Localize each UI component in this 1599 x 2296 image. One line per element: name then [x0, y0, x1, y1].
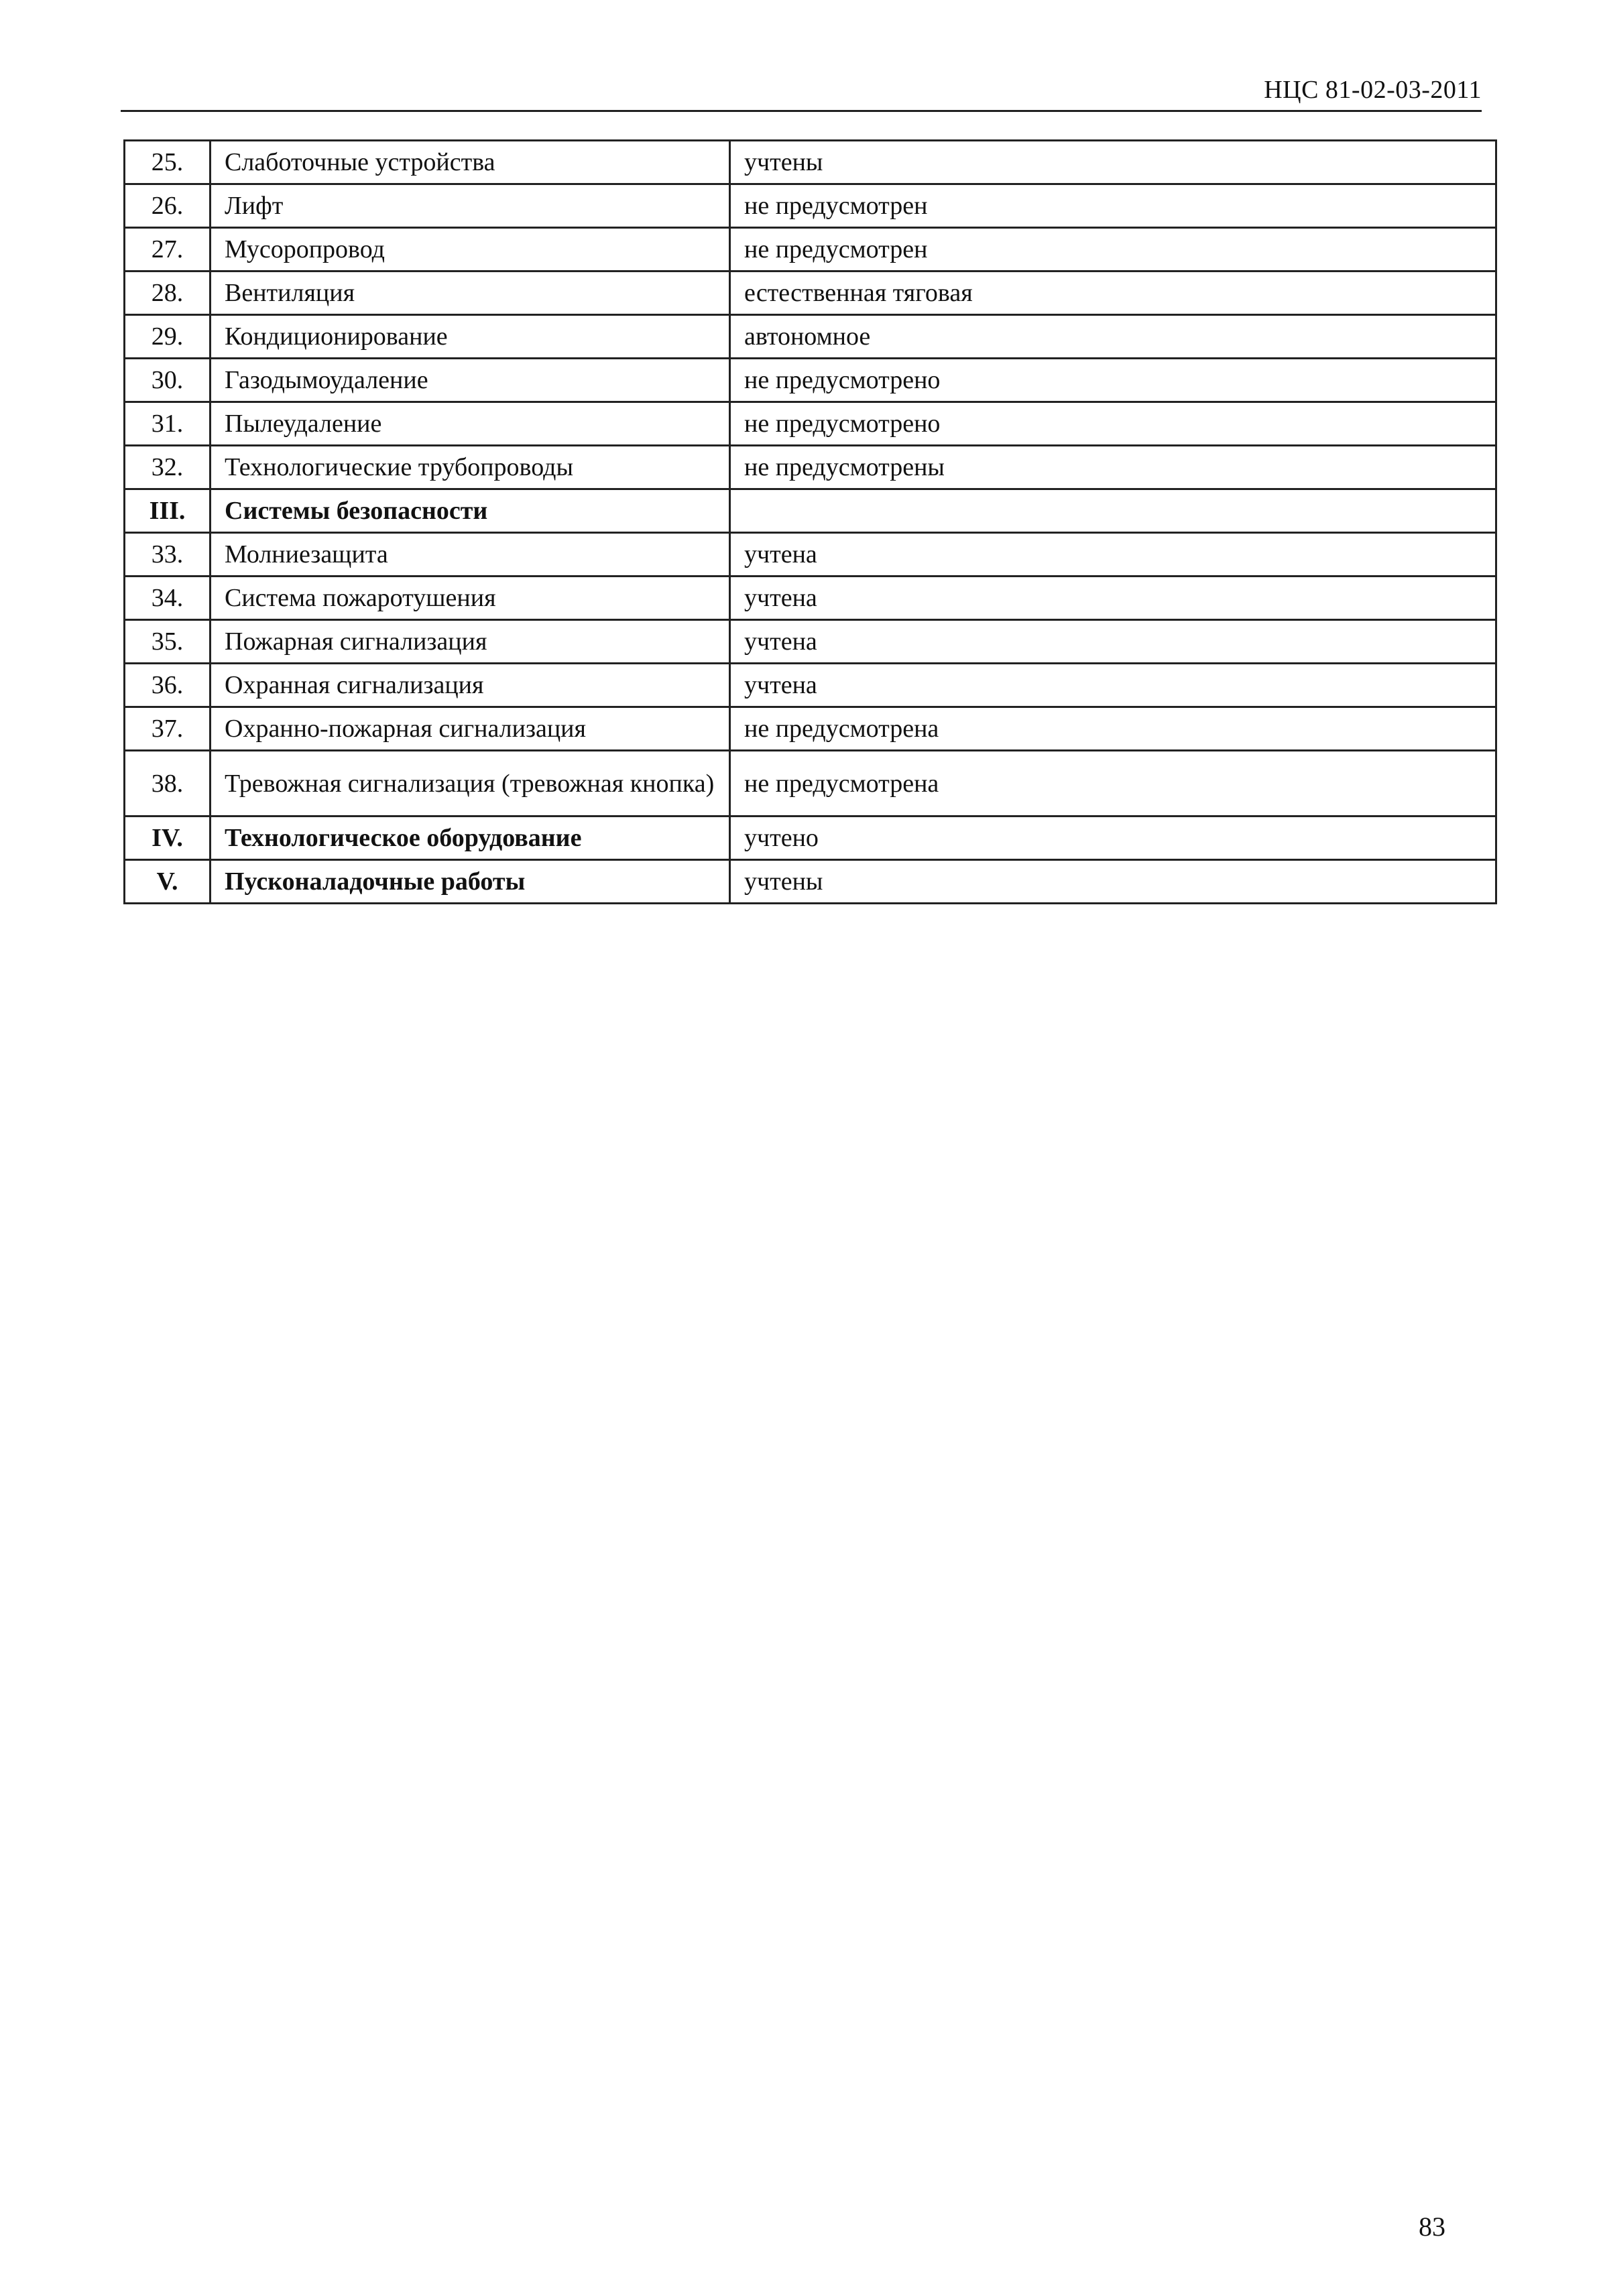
row-number: 35.	[125, 620, 211, 664]
row-item-name: Вентиляция	[211, 271, 730, 315]
section-title: Пусконаладочные работы	[211, 860, 730, 904]
row-item-name: Тревожная сигнализация (тревожная кнопка)	[211, 751, 730, 817]
table-row	[125, 315, 1496, 359]
row-number: 29.	[125, 315, 211, 359]
row-item-name: Пожарная сигнализация	[211, 620, 730, 664]
section-number: III.	[125, 489, 211, 533]
row-item-name: Система пожаротушения	[211, 577, 730, 620]
row-item-value: учтены	[730, 141, 1496, 184]
section-value: учтены	[730, 860, 1496, 904]
table-row	[125, 141, 1496, 184]
page-number: 83	[1419, 2212, 1445, 2242]
row-item-name: Технологические трубопроводы	[211, 446, 730, 489]
row-item-name: Слаботочные устройства	[211, 141, 730, 184]
row-item-name: Молниезащита	[211, 533, 730, 577]
row-item-value: не предусмотрено	[730, 359, 1496, 402]
section-value: учтено	[730, 817, 1496, 860]
row-item-name: Охранная сигнализация	[211, 664, 730, 707]
row-number: 25.	[125, 141, 211, 184]
row-number: 31.	[125, 402, 211, 446]
row-number: 30.	[125, 359, 211, 402]
section-title: Технологическое оборудование	[211, 817, 730, 860]
row-item-value: не предусмотрено	[730, 402, 1496, 446]
specification-table	[123, 139, 1497, 904]
section-value	[730, 489, 1496, 533]
row-number: 26.	[125, 184, 211, 228]
row-number: 34.	[125, 577, 211, 620]
row-item-value: не предусмотрен	[730, 228, 1496, 271]
row-number: 32.	[125, 446, 211, 489]
document-code: НЦС 81-02-03-2011	[1264, 76, 1482, 104]
row-item-value: не предусмотрен	[730, 184, 1496, 228]
row-item-name: Газодымоудаление	[211, 359, 730, 402]
row-item-name: Лифт	[211, 184, 730, 228]
table-row	[125, 620, 1496, 664]
row-item-name: Кондиционирование	[211, 315, 730, 359]
row-number: 27.	[125, 228, 211, 271]
row-item-value: учтена	[730, 577, 1496, 620]
row-item-value: учтена	[730, 533, 1496, 577]
table-row	[125, 402, 1496, 446]
table-row	[125, 533, 1496, 577]
row-item-name: Мусоропровод	[211, 228, 730, 271]
page-header	[121, 72, 1482, 112]
table-section-row	[125, 860, 1496, 904]
row-number: 28.	[125, 271, 211, 315]
row-item-name: Пылеудаление	[211, 402, 730, 446]
row-item-value: не предусмотрена	[730, 707, 1496, 751]
table-row	[125, 577, 1496, 620]
row-number: 37.	[125, 707, 211, 751]
section-number: IV.	[125, 817, 211, 860]
table-section-row	[125, 489, 1496, 533]
table-row	[125, 271, 1496, 315]
section-number: V.	[125, 860, 211, 904]
table-row	[125, 664, 1496, 707]
row-item-name: Охранно-пожарная сигнализация	[211, 707, 730, 751]
table-row	[125, 359, 1496, 402]
row-item-value: не предусмотрены	[730, 446, 1496, 489]
table-row	[125, 707, 1496, 751]
table-section-row	[125, 817, 1496, 860]
table-row	[125, 228, 1496, 271]
table-row	[125, 751, 1496, 817]
table-row	[125, 446, 1496, 489]
row-item-value: учтена	[730, 664, 1496, 707]
table-row	[125, 184, 1496, 228]
row-number: 38.	[125, 751, 211, 817]
section-title: Системы безопасности	[211, 489, 730, 533]
row-item-value: естественная тяговая	[730, 271, 1496, 315]
row-number: 36.	[125, 664, 211, 707]
row-item-value: не предусмотрена	[730, 751, 1496, 817]
row-number: 33.	[125, 533, 211, 577]
row-item-value: учтена	[730, 620, 1496, 664]
row-item-value: автономное	[730, 315, 1496, 359]
